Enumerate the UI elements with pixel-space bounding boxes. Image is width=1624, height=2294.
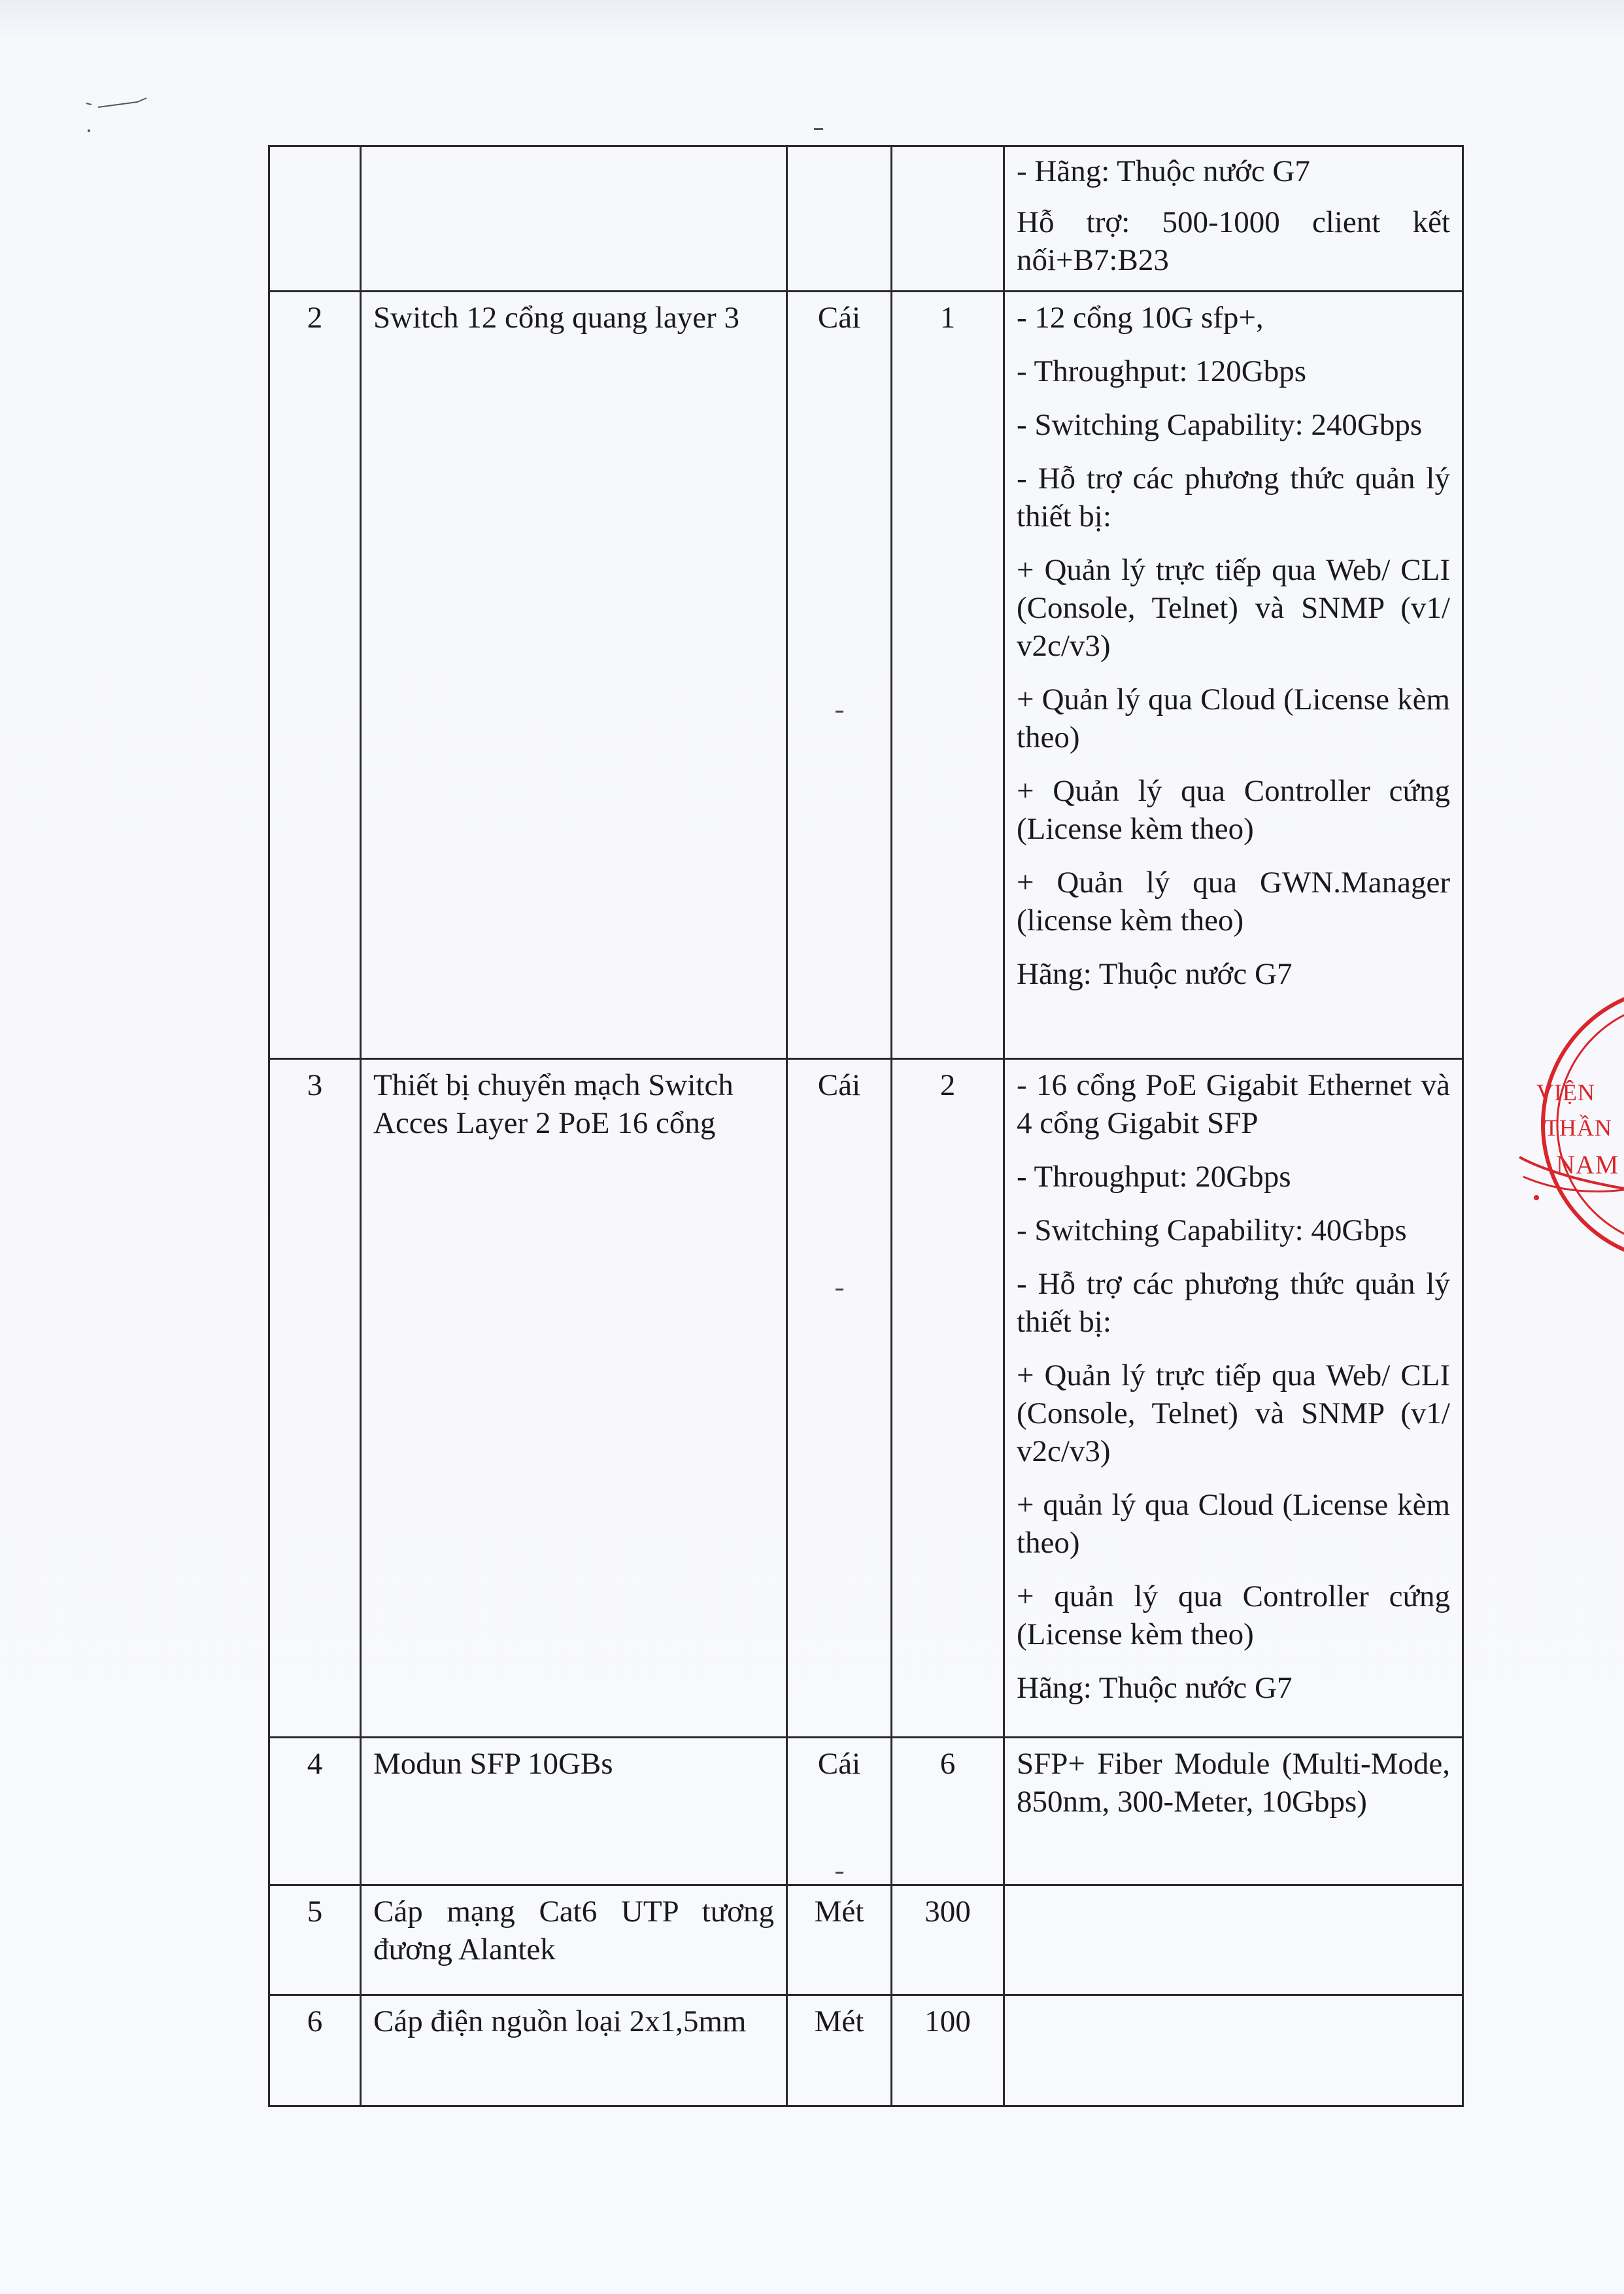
seal-text: THẦN bbox=[1544, 1115, 1612, 1141]
spec-line: - Switching Capability: 40Gbps bbox=[1017, 1213, 1407, 1247]
item-quantity: 300 bbox=[892, 1885, 1004, 1995]
item-quantity: 6 bbox=[892, 1738, 1004, 1885]
table-row bbox=[269, 292, 1463, 1059]
item-unit: Mét bbox=[787, 1885, 892, 1995]
item-name: Modun SFP 10GBs bbox=[361, 1738, 787, 1885]
unit-label: Cái bbox=[817, 1747, 861, 1781]
table-row bbox=[269, 1059, 1463, 1738]
spec-line: - Hỗ trợ các phương thức quản lý thiết bị: bbox=[1017, 1267, 1450, 1339]
spec-line: + quản lý qua Cloud (License kèm theo) bbox=[1017, 1488, 1450, 1560]
item-unit bbox=[787, 146, 892, 292]
spec-line: + Quản lý qua Controller cứng (License kèm theo) bbox=[1017, 774, 1450, 846]
spec-line: + Quản lý qua GWN.Manager (license kèm theo) bbox=[1017, 866, 1450, 937]
spec-line: - 12 cổng 10G sfp+, bbox=[1017, 301, 1264, 335]
row-number: 3 bbox=[269, 1059, 361, 1738]
item-spec bbox=[1004, 1995, 1463, 2106]
spec-line: + Quản lý trực tiếp qua Web/ CLI (Console, Telnet) và SNMP (v1/ v2c/v3) bbox=[1017, 553, 1450, 663]
scan-dash bbox=[836, 1289, 843, 1290]
table-row bbox=[269, 1995, 1463, 2106]
equipment-spec-table bbox=[268, 145, 1464, 2107]
row-number: 2 bbox=[269, 292, 361, 1059]
table-row bbox=[269, 1738, 1463, 1885]
seal-text: VIỆN bbox=[1536, 1079, 1595, 1105]
spec-line: Hỗ trợ: 500-1000 client kết nối+B7:B23 bbox=[1017, 205, 1450, 277]
spec-line: + quản lý qua Controller cứng (License kèm theo) bbox=[1017, 1579, 1450, 1651]
spec-line: - Throughput: 120Gbps bbox=[1017, 354, 1307, 388]
row-number bbox=[269, 146, 361, 292]
item-quantity bbox=[892, 146, 1004, 292]
spec-line: - Hỗ trợ các phương thức quản lý thiết bị: bbox=[1017, 462, 1450, 533]
item-quantity: 2 bbox=[892, 1059, 1004, 1738]
item-spec bbox=[1004, 292, 1463, 1059]
item-unit bbox=[787, 1738, 892, 1885]
unit-label: Cái bbox=[817, 1068, 861, 1102]
spec-line: + Quản lý qua Cloud (License kèm theo) bbox=[1017, 683, 1450, 754]
row-number: 5 bbox=[269, 1885, 361, 1995]
spec-line: SFP+ Fiber Module (Multi-Mode, 850nm, 300-Meter, 10Gbps) bbox=[1017, 1747, 1450, 1819]
item-spec bbox=[1004, 1885, 1463, 1995]
table-row bbox=[269, 146, 1463, 292]
scan-dash bbox=[836, 711, 843, 713]
item-name: Cáp mạng Cat6 UTP tương đương Alantek bbox=[361, 1885, 787, 1995]
spec-line: - Switching Capability: 240Gbps bbox=[1017, 408, 1423, 442]
item-spec bbox=[1004, 146, 1463, 292]
scan-dash bbox=[836, 1872, 843, 1874]
item-spec bbox=[1004, 1738, 1463, 1885]
item-name: Thiết bị chuyển mạch Switch Acces Layer 2 PoE 16 cổng bbox=[361, 1059, 787, 1738]
row-number: 4 bbox=[269, 1738, 361, 1885]
unit-label: Cái bbox=[817, 301, 861, 335]
item-unit bbox=[787, 292, 892, 1059]
spec-line: - Throughput: 20Gbps bbox=[1017, 1160, 1291, 1194]
item-quantity: 100 bbox=[892, 1995, 1004, 2106]
official-seal bbox=[1510, 981, 1624, 1268]
row-number: 6 bbox=[269, 1995, 361, 2106]
table-row bbox=[269, 1885, 1463, 1995]
item-unit: Mét bbox=[787, 1995, 892, 2106]
item-quantity: 1 bbox=[892, 292, 1004, 1059]
spec-line: - Hãng: Thuộc nước G7 bbox=[1017, 154, 1310, 188]
spec-line: Hãng: Thuộc nước G7 bbox=[1017, 1671, 1293, 1705]
scan-mark bbox=[78, 85, 170, 137]
seal-text: NAM bbox=[1556, 1150, 1619, 1179]
item-name: Cáp điện nguồn loại 2x1,5mm bbox=[361, 1995, 787, 2106]
spec-line: + Quản lý trực tiếp qua Web/ CLI (Console, Telnet) và SNMP (v1/ v2c/v3) bbox=[1017, 1358, 1450, 1468]
spec-line: - 16 cổng PoE Gigabit Ethernet và 4 cổng Gigabit SFP bbox=[1017, 1068, 1450, 1140]
spec-line: Hãng: Thuộc nước G7 bbox=[1017, 957, 1293, 991]
scan-dash bbox=[814, 128, 823, 130]
item-name: Switch 12 cổng quang layer 3 bbox=[361, 292, 787, 1059]
item-spec bbox=[1004, 1059, 1463, 1738]
item-name bbox=[361, 146, 787, 292]
item-unit bbox=[787, 1059, 892, 1738]
